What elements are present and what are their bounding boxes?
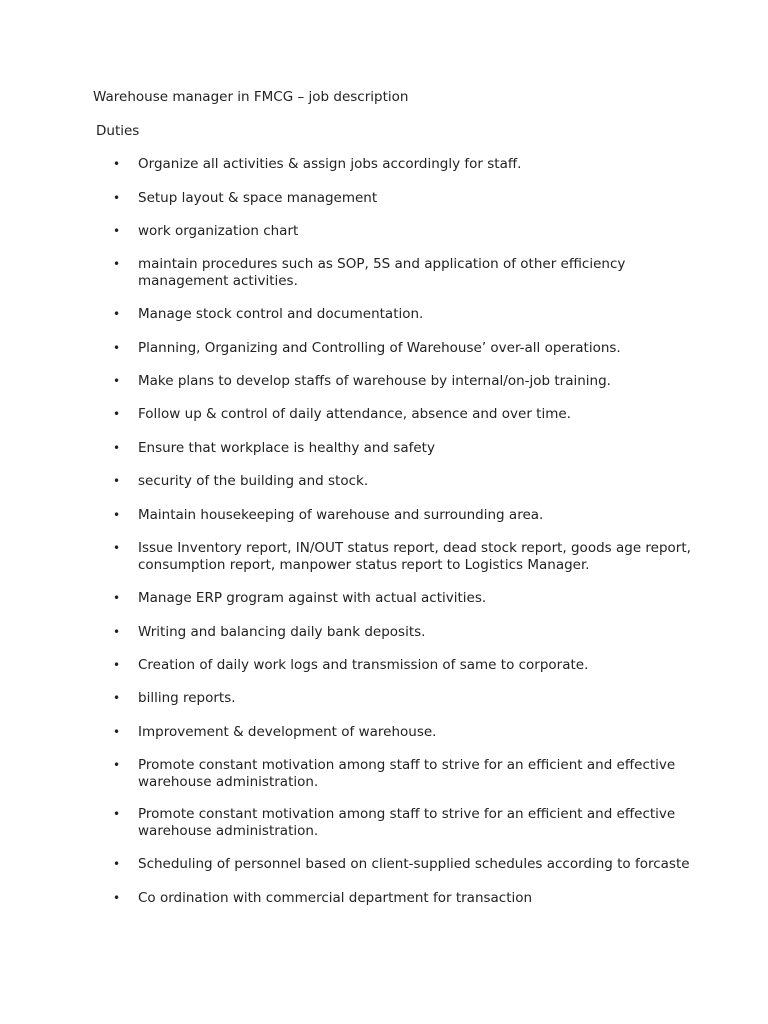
- list-item-text: Manage stock control and documentation.: [138, 306, 424, 322]
- bullet-icon: •: [113, 474, 121, 488]
- bullet-icon: •: [113, 625, 121, 639]
- bullet-icon: •: [113, 407, 121, 421]
- list-item-text: Promote constant motivation among staff to strive for an efficient and effective warehouse administration.: [138, 757, 676, 790]
- list-item-text: work organization chart: [138, 223, 299, 239]
- bullet-icon: •: [113, 591, 121, 605]
- bullet-icon: •: [113, 541, 121, 555]
- bullet-icon: •: [113, 508, 121, 522]
- list-item-text: Improvement & development of warehouse.: [138, 724, 437, 740]
- list-item-text: Manage ERP grogram against with actual activities.: [138, 590, 487, 606]
- bullet-icon: •: [113, 807, 121, 821]
- bullet-icon: •: [113, 658, 121, 672]
- bullet-icon: •: [113, 157, 121, 171]
- bullet-icon: •: [113, 891, 121, 905]
- bullet-icon: •: [113, 307, 121, 321]
- bullet-icon: •: [113, 441, 121, 455]
- list-item-text: Maintain housekeeping of warehouse and surrounding area.: [138, 507, 544, 523]
- bullet-icon: •: [113, 758, 121, 772]
- list-item-text: Creation of daily work logs and transmission of same to corporate.: [138, 657, 589, 673]
- section-heading-duties: Duties: [96, 123, 140, 139]
- list-item-text: maintain procedures such as SOP, 5S and application of other efficiency management activities.: [138, 256, 626, 289]
- list-item-text: Organize all activities & assign jobs accordingly for staff.: [138, 156, 522, 172]
- list-item-text: security of the building and stock.: [138, 473, 369, 489]
- bullet-icon: •: [113, 191, 121, 205]
- document-title: Warehouse manager in FMCG – job description: [93, 89, 409, 105]
- list-item-text: Issue Inventory report, IN/OUT status report, dead stock report, goods age report, consumption report, manpower status report to Logistics Manager.: [138, 540, 691, 573]
- list-item-text: billing reports.: [138, 690, 236, 706]
- bullet-icon: •: [113, 691, 121, 705]
- list-item-text: Promote constant motivation among staff to strive for an efficient and effective warehouse administration.: [138, 806, 676, 839]
- list-item-text: Planning, Organizing and Controlling of Warehouse’ over-all operations.: [138, 340, 621, 356]
- list-item-text: Follow up & control of daily attendance, absence and over time.: [138, 406, 571, 422]
- list-item-text: Scheduling of personnel based on client-supplied schedules according to forcaste: [138, 856, 690, 872]
- list-item-text: Co ordination with commercial department for transaction: [138, 890, 533, 906]
- bullet-icon: •: [113, 341, 121, 355]
- bullet-icon: •: [113, 725, 121, 739]
- bullet-icon: •: [113, 857, 121, 871]
- bullet-icon: •: [113, 257, 121, 271]
- bullet-icon: •: [113, 224, 121, 238]
- list-item-text: Ensure that workplace is healthy and safety: [138, 440, 435, 456]
- list-item-text: Setup layout & space management: [138, 190, 378, 206]
- list-item-text: Make plans to develop staffs of warehouse by internal/on-job training.: [138, 373, 611, 389]
- bullet-icon: •: [113, 374, 121, 388]
- list-item-text: Writing and balancing daily bank deposits.: [138, 624, 426, 640]
